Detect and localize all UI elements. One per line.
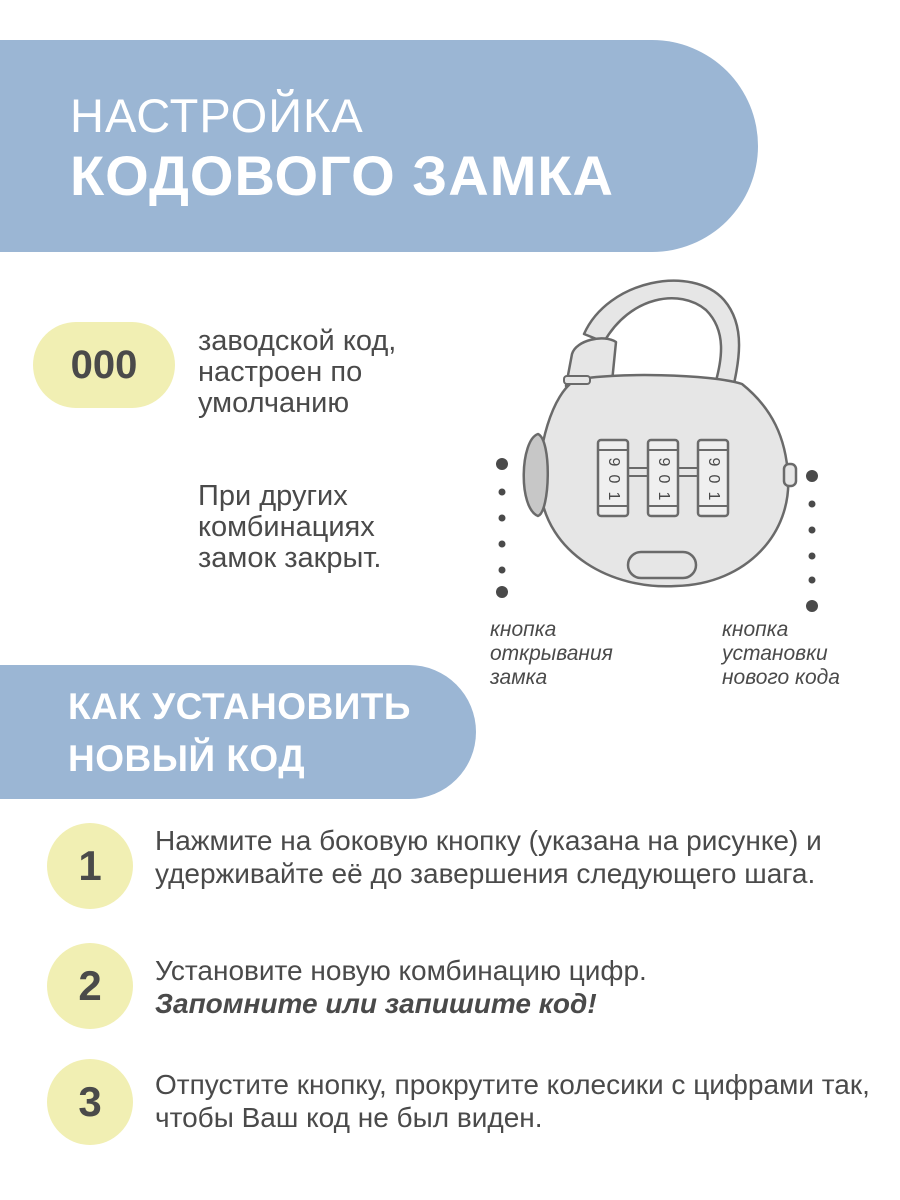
svg-text:1: 1	[704, 491, 722, 501]
default-code-badge: 000	[33, 322, 175, 408]
padlock-set-button	[784, 464, 796, 486]
step-2-instruction: Установите новую комбинацию цифр.	[155, 955, 647, 986]
svg-text:9: 9	[604, 457, 622, 467]
set-button-caption: кнопка установки нового кода	[722, 618, 840, 689]
page-title-line1: НАСТРОЙКА	[70, 89, 364, 142]
set-button-leader	[806, 470, 818, 612]
code-dial-1[interactable]	[598, 440, 628, 516]
svg-text:9: 9	[654, 457, 672, 467]
svg-text:1: 1	[604, 491, 622, 501]
padlock-open-button	[524, 434, 548, 516]
step-1-instruction: Нажмите на боковую кнопку (указана на рисунке) и удерживайте её до завершения следующего шага.	[155, 825, 822, 889]
svg-text:0: 0	[654, 474, 672, 484]
svg-text:0: 0	[704, 474, 722, 484]
step-3-instruction: Отпустите кнопку, прокрутите колесики с цифрами так, чтобы Ваш код не был виден.	[155, 1069, 870, 1133]
code-dial-3[interactable]	[698, 440, 728, 516]
step-3-number: 3	[47, 1059, 133, 1145]
section-title-line2: НОВЫЙ КОД	[68, 738, 306, 779]
step-2-number: 2	[47, 943, 133, 1029]
step-1-text	[155, 824, 885, 890]
svg-text:9: 9	[704, 457, 722, 467]
step-3-text	[155, 1068, 885, 1134]
open-button-caption: кнопка открывания замка	[490, 618, 613, 689]
padlock-icon	[480, 262, 880, 622]
padlock-slot	[628, 552, 696, 578]
default-code-description: заводской код, настроен по умолчанию	[198, 325, 397, 419]
section-title-line1: КАК УСТАНОВИТЬ	[68, 686, 411, 727]
step-2-text	[155, 954, 885, 1020]
page-title-line2: КОДОВОГО ЗАМКА	[70, 144, 614, 207]
svg-text:0: 0	[604, 474, 622, 484]
code-dial-2[interactable]	[648, 440, 678, 516]
step-2-emphasis: Запомните или запишите код!	[155, 988, 597, 1019]
svg-text:1: 1	[654, 491, 672, 501]
padlock-illustration	[480, 262, 880, 622]
other-combinations-note: При других комбинациях замок закрыт.	[198, 480, 382, 574]
step-1-number: 1	[47, 823, 133, 909]
open-button-leader	[496, 458, 508, 598]
